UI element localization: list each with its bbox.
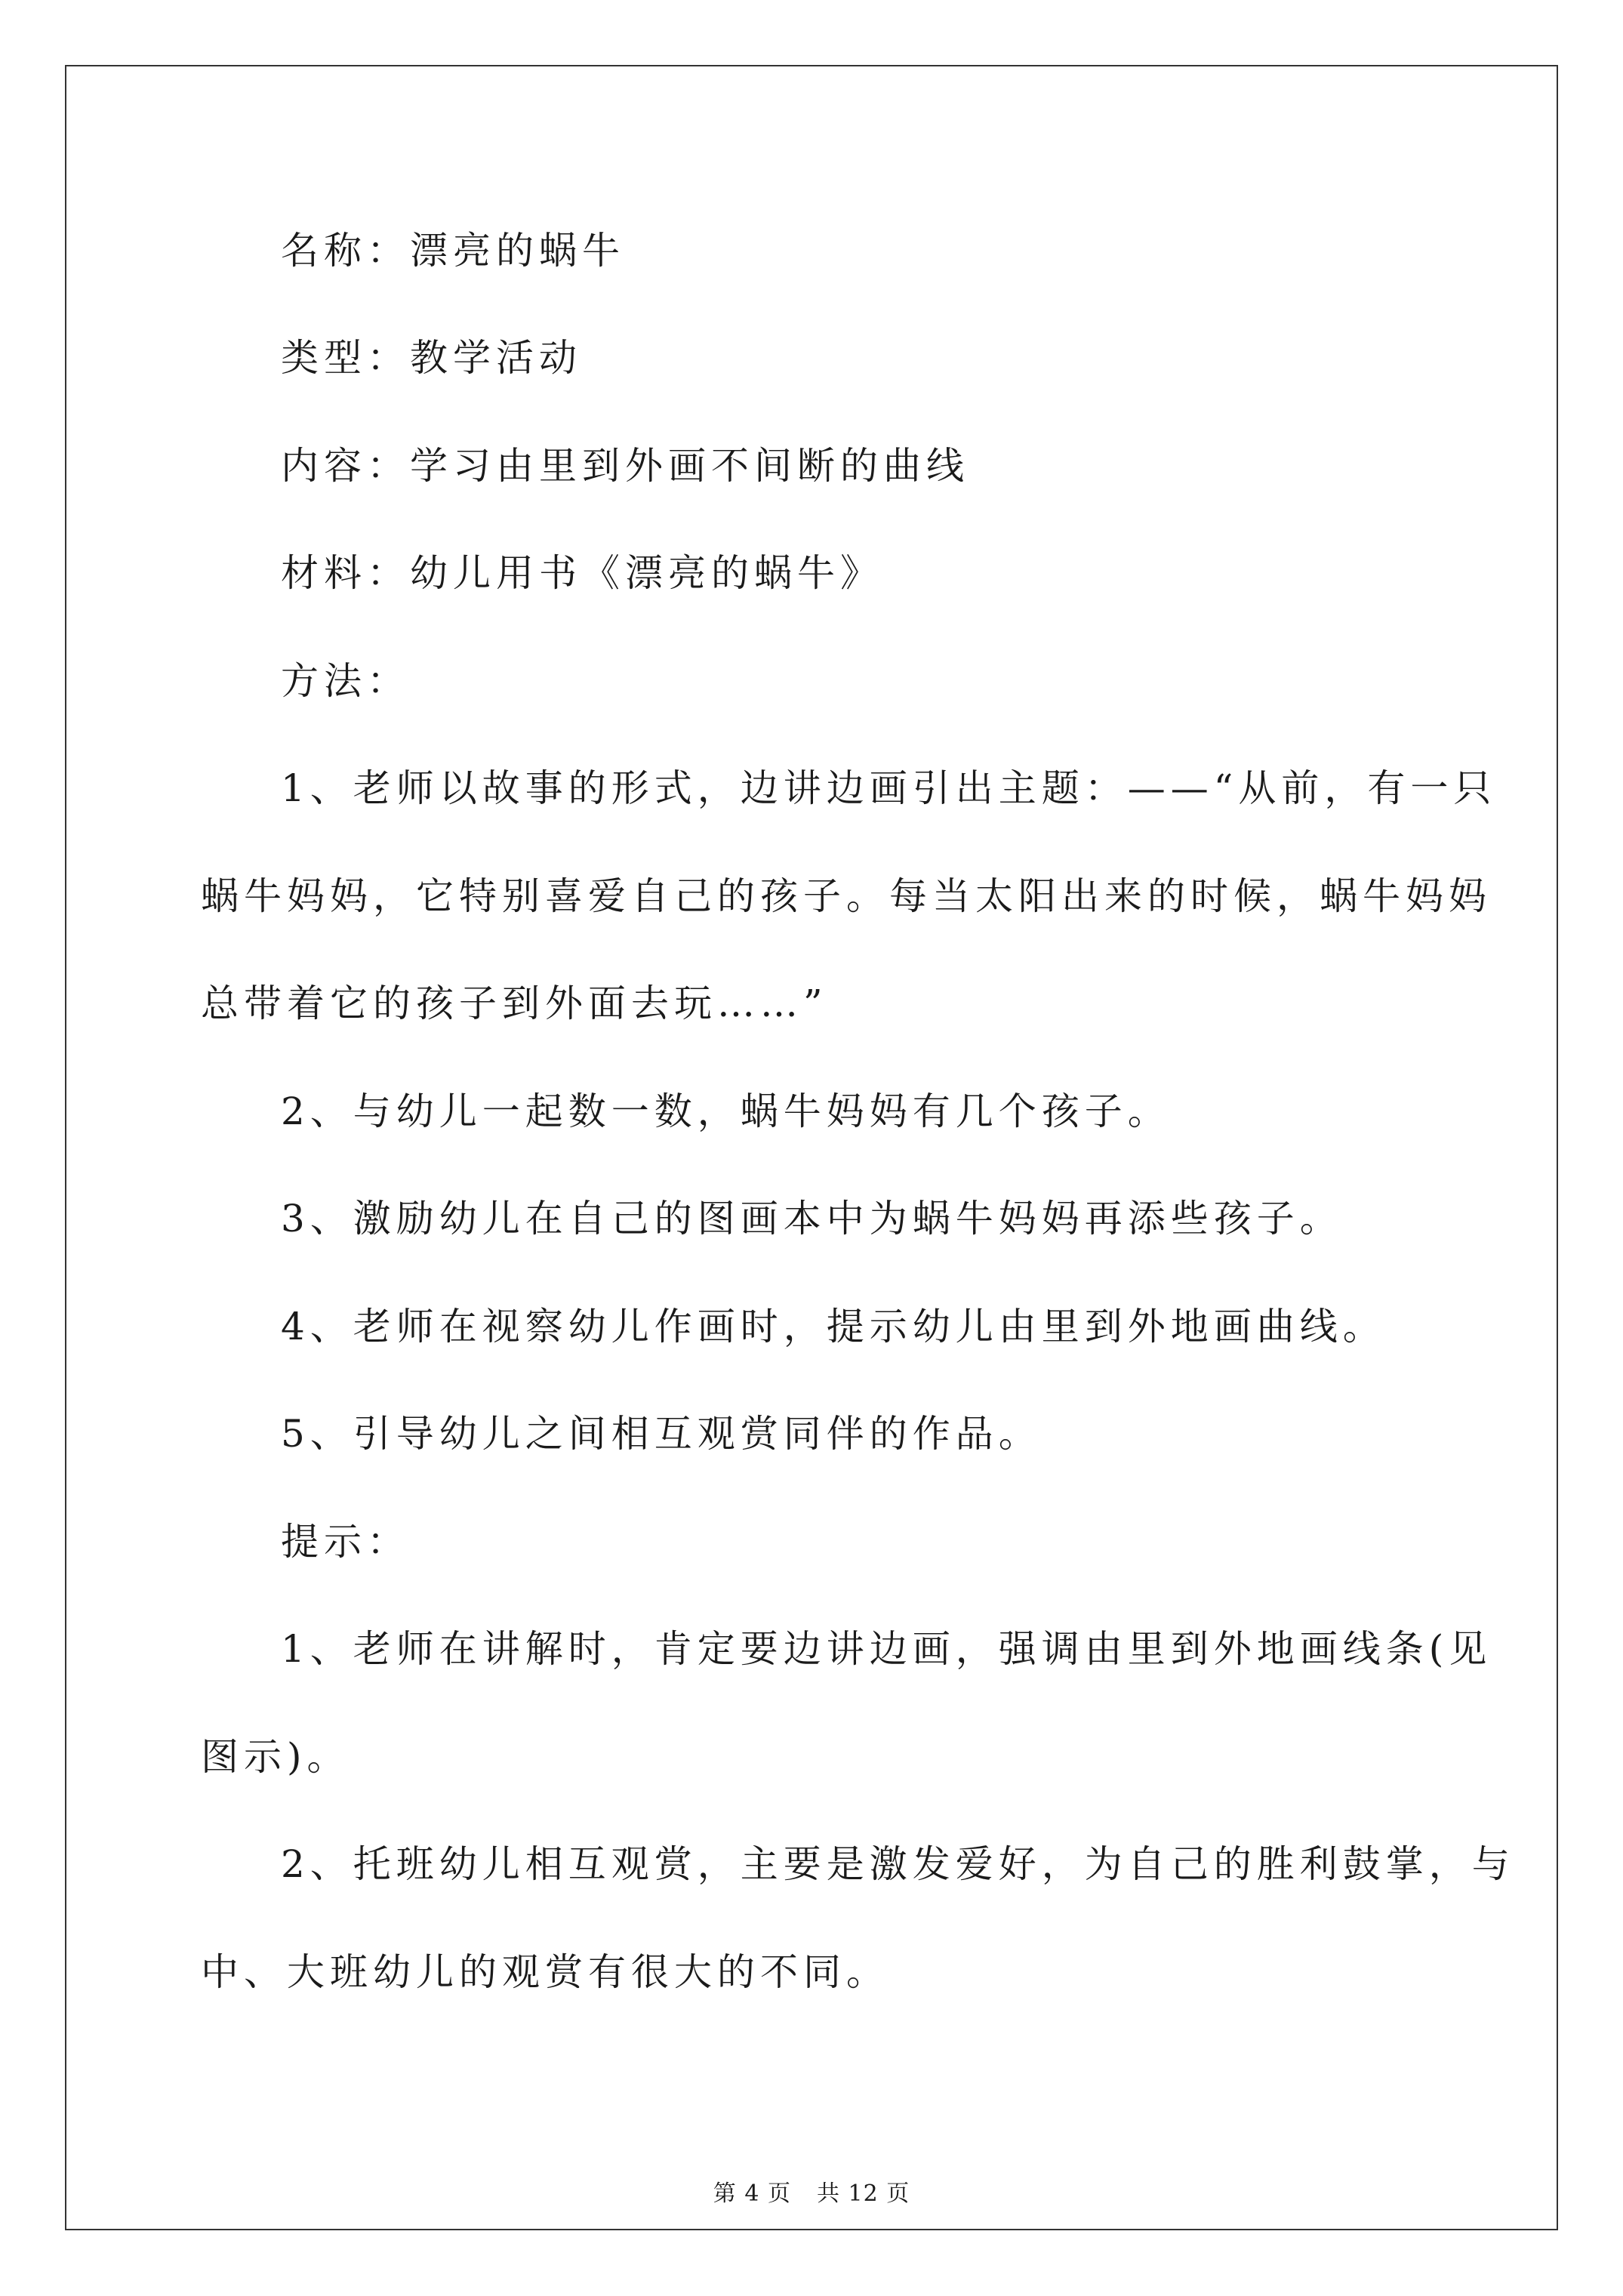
- method-step-1-line-3: 总带着它的孩子到外面去玩……”: [201, 982, 828, 1025]
- method-step-1-line-1: 1、老师以故事的形式，边讲边画引出主题：——“从前，有一只: [281, 766, 1497, 810]
- methods-heading: 方法：: [281, 659, 410, 703]
- page-number: 第 4 页: [713, 2180, 791, 2207]
- method-step-1-line-2: 蜗牛妈妈，它特别喜爱自己的孩子。每当太阳出来的时候，蜗牛妈妈: [201, 874, 1492, 918]
- activity-name-line: 名称：漂亮的蜗牛: [281, 229, 625, 273]
- page-border: [65, 65, 1558, 2230]
- tip-2-line-2: 中、大班幼儿的观赏有很大的不同。: [201, 1950, 889, 1994]
- tip-1-line-2: 图示)。: [201, 1735, 350, 1779]
- method-step-4: 4、老师在视察幼儿作画时，提示幼儿由里到外地画曲线。: [281, 1305, 1386, 1348]
- activity-content-line: 内容：学习由里到外画不间断的曲线: [281, 444, 969, 488]
- activity-type-line: 类型：教学活动: [281, 336, 582, 380]
- method-step-3: 3、激励幼儿在自己的图画本中为蜗牛妈妈再添些孩子。: [281, 1197, 1343, 1240]
- method-step-2: 2、与幼儿一起数一数，蜗牛妈妈有几个孩子。: [281, 1089, 1171, 1133]
- activity-materials-line: 材料：幼儿用书《漂亮的蜗牛》: [281, 551, 883, 595]
- total-pages: 共 12 页: [816, 2180, 910, 2207]
- method-step-5: 5、引导幼儿之间相互观赏同伴的作品。: [281, 1412, 1042, 1456]
- tips-heading: 提示：: [281, 1520, 410, 1564]
- tip-2-line-1: 2、托班幼儿相互观赏，主要是激发爱好，为自己的胜利鼓掌，与: [281, 1842, 1515, 1886]
- tip-1-line-1: 1、老师在讲解时，肯定要边讲边画，强调由里到外地画线条(见: [281, 1627, 1492, 1671]
- page-footer: [0, 2179, 1623, 2209]
